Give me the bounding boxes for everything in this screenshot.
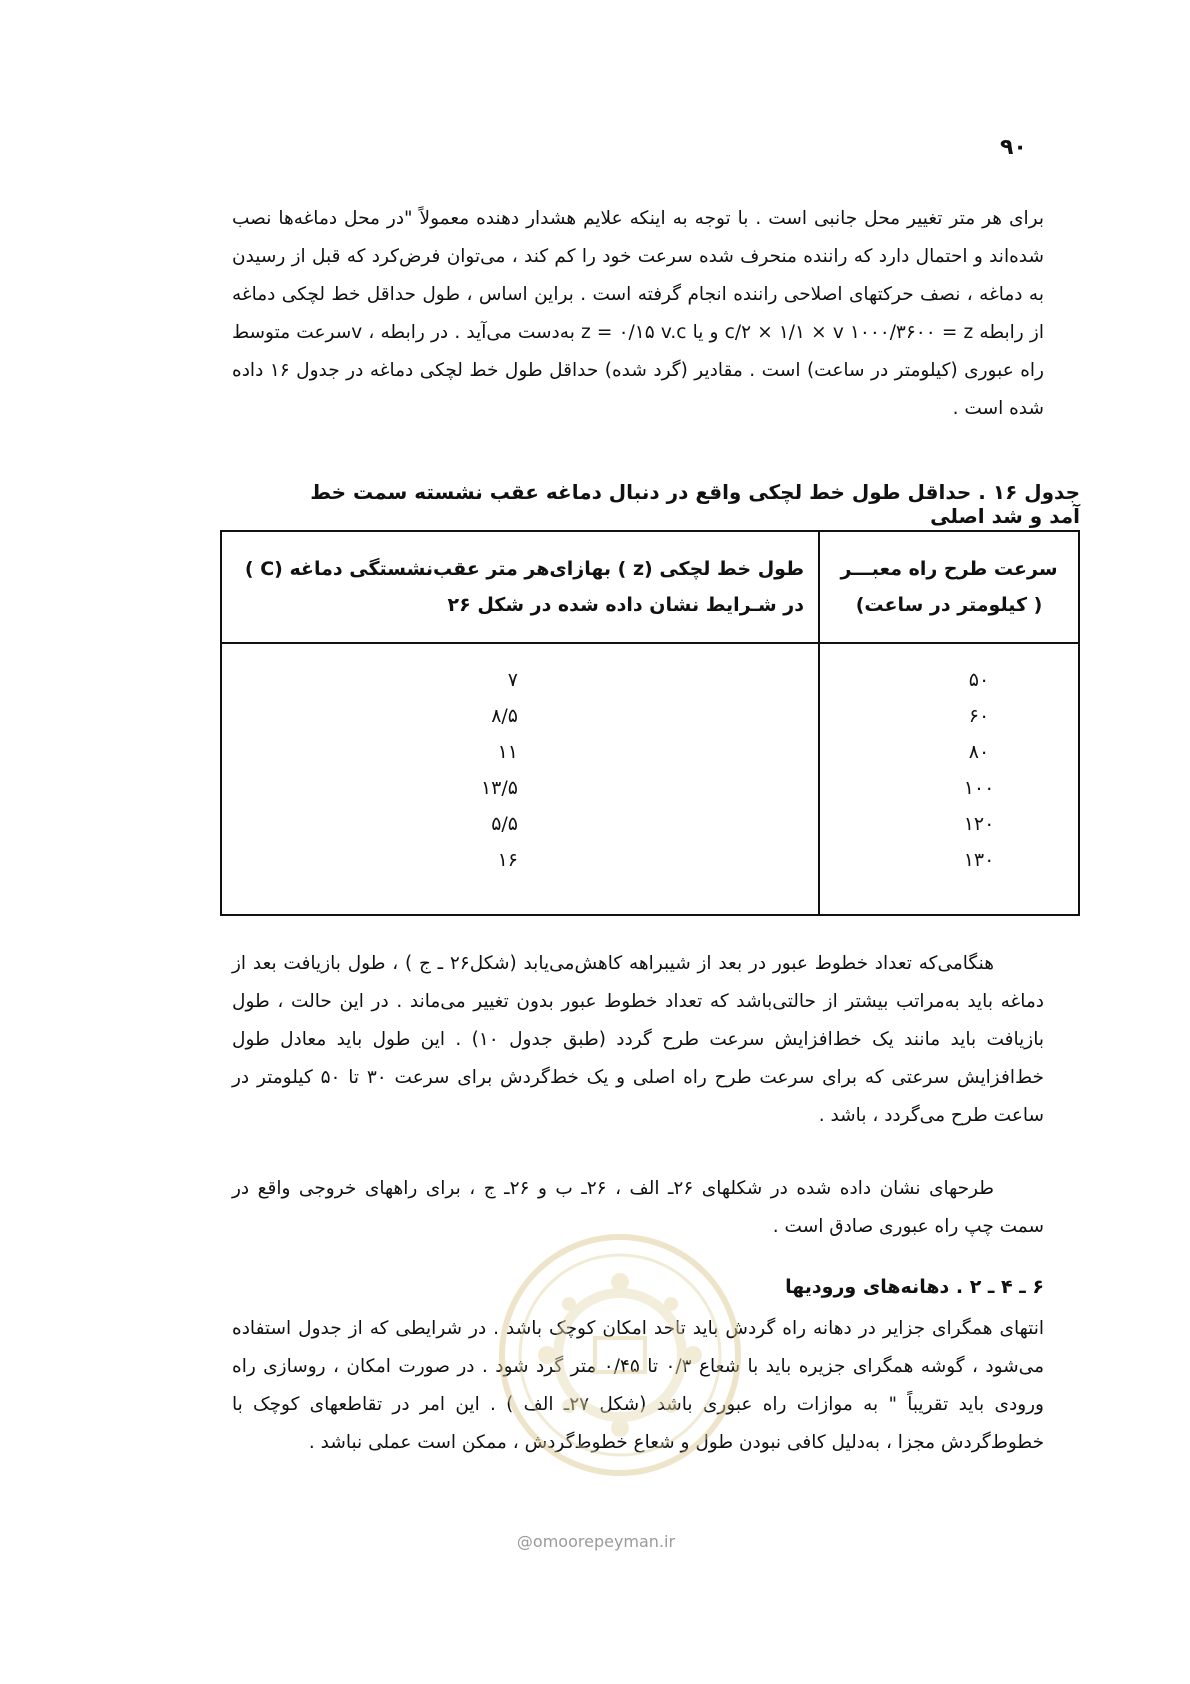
length-cell: ۸/۵ — [491, 705, 518, 727]
speed-cell: ۸۰ — [819, 734, 1079, 770]
page-number: ۹۰ — [1000, 135, 1027, 160]
paragraph-recovery-length: هنگامی‌که تعداد خطوط عبور در بعد از شیبراهه کاهش‌می‌یابد (شکل۲۶ ـ ج ) ، طول بازیافت بعد از دماغه باید به‌مراتب بیشتر از حالتی‌باشد که تعداد خطوط عبور بدون تغییر می‌ماند . در این حالت ، طول بازیافت باید مانند یک خط‌افزایش سرعت طرح گردد (طبق جدول ۱۰) . این طول باید معادل طول خط‌افزایش سرعتی که برای سرعت طرح راه اصلی و یک خط‌گردش برای سرعت ۳۰ تا ۵۰ کیلومتر در ساعت طرح می‌گردد ، باشد . — [232, 953, 1045, 1126]
taper-length-table — [220, 530, 1080, 916]
length-cell: ۷ — [507, 669, 518, 691]
table-caption: جدول ۱۶ . حداقل طول خط لچکی واقع در دنبال دماغه عقب نشسته سمت خط آمد و شد اصلی — [310, 480, 1080, 528]
table-row — [221, 643, 1079, 698]
speed-cell: ۵۰ — [819, 643, 1079, 698]
table-header-row — [221, 531, 1079, 643]
length-cell: ۱۳/۵ — [480, 777, 518, 799]
table-row — [221, 698, 1079, 734]
paragraph-intro: برای هر متر تغییر محل جانبی است . با توجه به اینکه علایم هشدار دهنده معمولاً "در محل دماغه‌ها نصب شده‌اند و احتمال دارد که راننده منحرف شده سرعت خود را کم کند ، می‌توان فرض‌کرد که قبل از رسیدن به دماغه ، نصف حرکتهای اصلاحی راننده انجام گرفته است . براین اساس ، طول حداقل خط لچکی دماغه از رابطه c/۲ × ۱/۱ × v ۱۰۰۰/۳۶۰۰ = z و یا z = ۰/۱۵ v.c به‌دست می‌آید . در رابطه ، vسرعت متوسط راه عبوری (کیلومتر در ساعت) است . مقادیر (گرد شده) حداقل طول خط لچکی دماغه در جدول ۱۶ داده شده است . — [232, 208, 1044, 419]
speed-cell: ۱۲۰ — [819, 806, 1079, 842]
length-cell: ۵/۵ — [491, 813, 518, 835]
speed-cell: ۱۰۰ — [819, 770, 1079, 806]
table-row — [221, 806, 1079, 842]
speed-cell: ۱۳۰ — [819, 842, 1079, 878]
header-taper-length: طول خط لچکی (z ) بهازای‌هر متر عقب‌نشستگی دماغه (C ) در شـرایط نشان داده شده در شکل ۲۶ — [221, 531, 819, 643]
length-cell: ۱۱ — [497, 741, 518, 763]
table-row — [221, 734, 1079, 770]
length-cell: ۱۶ — [497, 849, 518, 871]
header-design-speed: سرعت طرح راه معبـــر ( کیلومتر در ساعت) — [819, 531, 1079, 643]
speed-cell: ۶۰ — [819, 698, 1079, 734]
table-spacer-row — [221, 878, 1079, 915]
paragraph-left-exits: طرحهای نشان داده شده در شکلهای ۲۶ـ الف ، ۲۶ـ ب و ۲۶ـ ج ، برای راههای خروجی واقع در سمت چپ راه عبوری صادق است . — [232, 1178, 1044, 1237]
paragraph-entrance-noses: انتهای همگرای جزایر در دهانه راه گردش باید تاحد امکان کوچک باشد . در شرایطی که از جدول استفاده می‌شود ، گوشه همگرای جزیره باید با شعاع ۰/۳ تا ۰/۴۵ متر گرد شود . در صورت امکان ، روسازی راه ورودی باید تقریباً " به موازات راه عبوری باشد (شکل ۲۷ـ الف ) . این امر در تقاطعهای کوچک با خطوط‌گردش مجزا ، به‌دلیل کافی نبودن طول و شعاع خطوط‌گردش ، ممکن است عملی نباشد . — [232, 1318, 1044, 1453]
watermark-url: @omoorepeyman.ir — [516, 1532, 676, 1551]
table-row — [221, 770, 1079, 806]
watermark-seal-icon — [495, 1230, 745, 1480]
section-heading: ۶ ـ ۴ ـ ۲ . دهانه‌های ورودیها — [785, 1276, 1044, 1298]
table-row — [221, 842, 1079, 878]
